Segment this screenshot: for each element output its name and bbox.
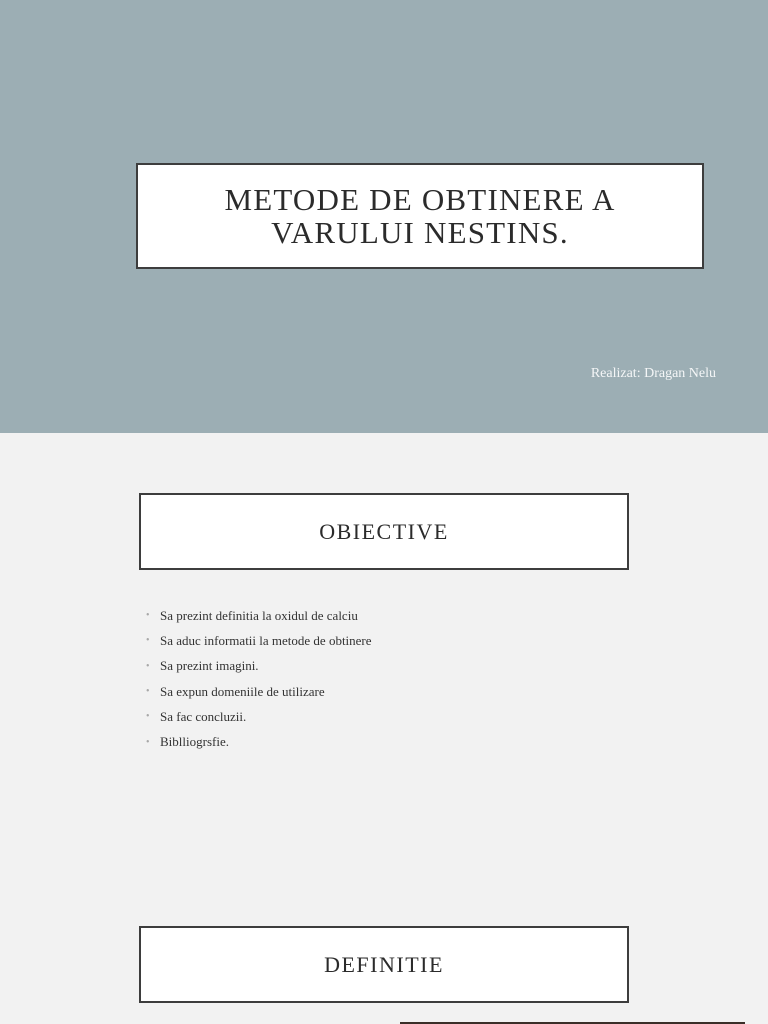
list-item [146,628,372,653]
bullet-icon: • [146,660,150,672]
title-slide [0,0,768,433]
list-item [146,729,372,754]
objectives-heading: OBIECTIVE [319,518,449,544]
title-box [136,163,704,269]
title-line-1: METODE DE OBTINERE A [224,182,616,217]
list-item [146,654,372,679]
list-item-text: Sa expun domeniile de utilizare [160,683,325,699]
bullet-icon: • [146,736,150,748]
list-item-text: Sa aduc informatii la metode de obtinere [160,632,372,648]
objectives-list [146,603,372,755]
list-item-text: Sa fac concluzii. [160,708,247,724]
list-item [146,679,372,704]
definition-heading-box [139,926,629,1003]
bullet-icon: • [146,711,150,723]
objectives-slide [0,433,768,1024]
bullet-icon: • [146,686,150,698]
list-item [146,603,372,628]
list-item-text: Biblliogrsfie. [160,734,229,750]
list-item-text: Sa prezint definitia la oxidul de calciu [160,607,358,623]
title-line-2: VARULUI NESTINS. [271,215,569,250]
objectives-heading-box [139,493,629,570]
slide-title [224,183,615,249]
list-item [146,704,372,729]
bullet-icon: • [146,635,150,647]
definition-heading: DEFINITIE [324,951,444,977]
author-subtitle: Realizat: Dragan Nelu [590,366,716,381]
bullet-icon: • [146,610,150,622]
list-item-text: Sa prezint imagini. [160,658,259,674]
